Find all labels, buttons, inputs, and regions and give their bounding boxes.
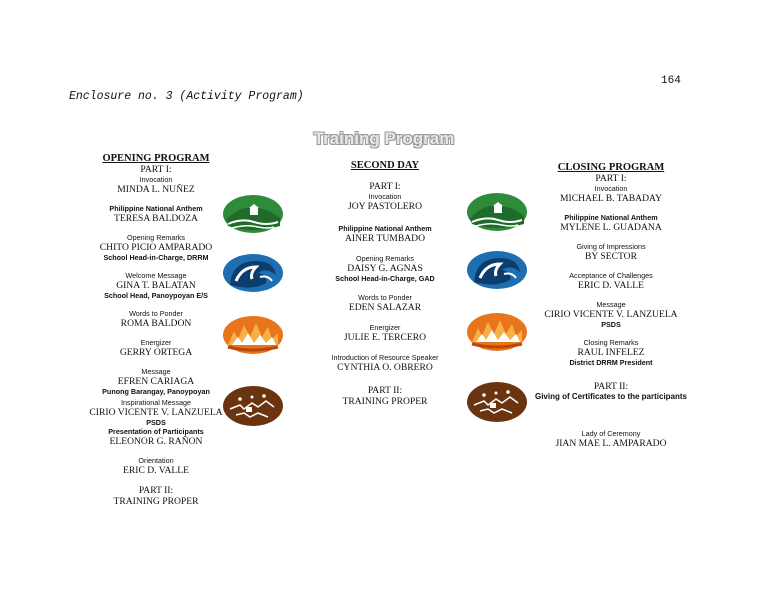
closing-acceptance-label: Acceptance of Challenges [569, 271, 653, 280]
second-remarks-name: DAISY G. AGNAS [347, 263, 423, 274]
opening-welcome-role: School Head, Panoypoyan E/S [104, 291, 208, 300]
opening-program [70, 153, 242, 507]
closing-invocation-label: Invocation [594, 184, 628, 193]
opening-energizer-name: GERRY ORTEGA [119, 347, 193, 358]
opening-anthem-label: Philippine National Anthem [109, 204, 203, 213]
opening-message-name: EFREN CARIAGA [117, 376, 195, 387]
opening-invocation-name: MINDA L. NUÑEZ [117, 184, 195, 195]
opening-remarks-name: CHITO PICIO AMPARADO [99, 242, 213, 253]
second-part2: PART II: [367, 385, 403, 396]
closing-remarks-role: District DRRM President [569, 358, 653, 367]
opening-welcome-label: Welcome Message [125, 271, 187, 280]
opening-energizer-label: Energizer [140, 338, 172, 347]
flood-wave-icon [466, 250, 528, 295]
opening-remarks-role: School Head-in-Charge, DRRM [103, 253, 209, 262]
closing-part2: PART II: [593, 381, 629, 392]
closing-anthem-label: Philippine National Anthem [564, 213, 658, 222]
second-invocation-label: Invocation [368, 192, 402, 201]
enclosure-label: Enclosure no. 3 (Activity Program) [69, 90, 304, 103]
opening-part2-title: TRAINING PROPER [113, 496, 199, 507]
opening-orientation-name: ERIC D. VALLE [122, 465, 189, 476]
opening-message-label: Message [141, 367, 171, 376]
second-ponder-label: Words to Ponder [358, 293, 412, 302]
opening-heading: OPENING PROGRAM [102, 153, 210, 164]
opening-remarks-label: Opening Remarks [127, 233, 185, 242]
opening-part2: PART II: [138, 485, 174, 496]
opening-presentation-label: Presentation of Participants [108, 427, 204, 436]
second-part2-title: TRAINING PROPER [342, 396, 428, 407]
landslide-icon [222, 194, 284, 239]
second-anthem-name: AINER TUMBADO [344, 233, 426, 244]
closing-acceptance-name: ERIC D. VALLE [577, 280, 644, 291]
closing-program [526, 162, 696, 449]
opening-presentation-name: ELEONOR G. RAÑON [109, 436, 203, 447]
closing-message-label: Message [596, 300, 626, 309]
opening-invocation-label: Invocation [139, 175, 173, 184]
flood-wave-icon [222, 253, 284, 298]
closing-anthem-name: MYLENE L. GUADANA [560, 222, 662, 233]
opening-ponder-label: Words to Ponder [129, 309, 183, 318]
opening-inspirational-label: Inspirational Message [121, 398, 191, 407]
page-title: Training Program [313, 129, 455, 148]
second-ponder-name: EDEN SALAZAR [348, 302, 422, 313]
page-number: 164 [661, 75, 681, 87]
second-intro-name: CYNTHIA O. OBRERO [337, 362, 433, 373]
closing-message-name: CIRIO VICENTE V. LANZUELA [544, 309, 678, 320]
closing-part2-title: Giving of Certificates to the participants [534, 392, 688, 401]
closing-part1: PART I: [595, 173, 627, 184]
second-anthem-label: Philippine National Anthem [338, 224, 432, 233]
closing-heading: CLOSING PROGRAM [557, 162, 665, 173]
second-energizer-label: Energizer [369, 323, 401, 332]
second-energizer-name: JULIE E. TERCERO [343, 332, 427, 343]
opening-welcome-name: GINA T. BALATAN [116, 280, 196, 291]
closing-message-role: PSDS [601, 320, 621, 329]
second-day-program [308, 160, 462, 407]
opening-ponder-name: ROMA BALDON [120, 318, 192, 329]
second-part1: PART I: [369, 181, 401, 192]
fire-icon [466, 312, 528, 357]
earthquake-icon [466, 381, 528, 428]
closing-emcee-name: JIAN MAE L. AMPARADO [555, 438, 667, 449]
closing-impressions-label: Giving of Impressions [576, 242, 646, 251]
closing-impressions-name: BY SECTOR [585, 251, 637, 262]
closing-remarks-label: Closing Remarks [583, 338, 639, 347]
closing-invocation-name: MICHAEL B. TABADAY [559, 193, 663, 204]
opening-anthem-name: TERESA BALDOZA [114, 213, 198, 224]
second-intro-label: Introduction of Resource Speaker [331, 353, 439, 362]
closing-remarks-name: RAUL INFELEZ [577, 347, 645, 358]
second-remarks-label: Opening Remarks [356, 254, 414, 263]
fire-icon [222, 315, 284, 360]
opening-orientation-label: Orientation [138, 456, 174, 465]
closing-emcee-label: Lady of Ceremony [581, 429, 641, 438]
opening-part1: PART I: [140, 164, 172, 175]
second-invocation-name: JOY PASTOLERO [347, 201, 422, 212]
landslide-icon [466, 192, 528, 237]
opening-message-role: Punong Barangay, Panoypoyan [102, 387, 210, 396]
second-remarks-role: School Head-in-Charge, GAD [335, 274, 435, 283]
earthquake-icon [222, 385, 284, 432]
opening-inspirational-role: PSDS [146, 418, 166, 427]
second-heading: SECOND DAY [350, 160, 420, 171]
opening-inspirational-name: CIRIO VICENTE V. LANZUELA [89, 407, 223, 418]
